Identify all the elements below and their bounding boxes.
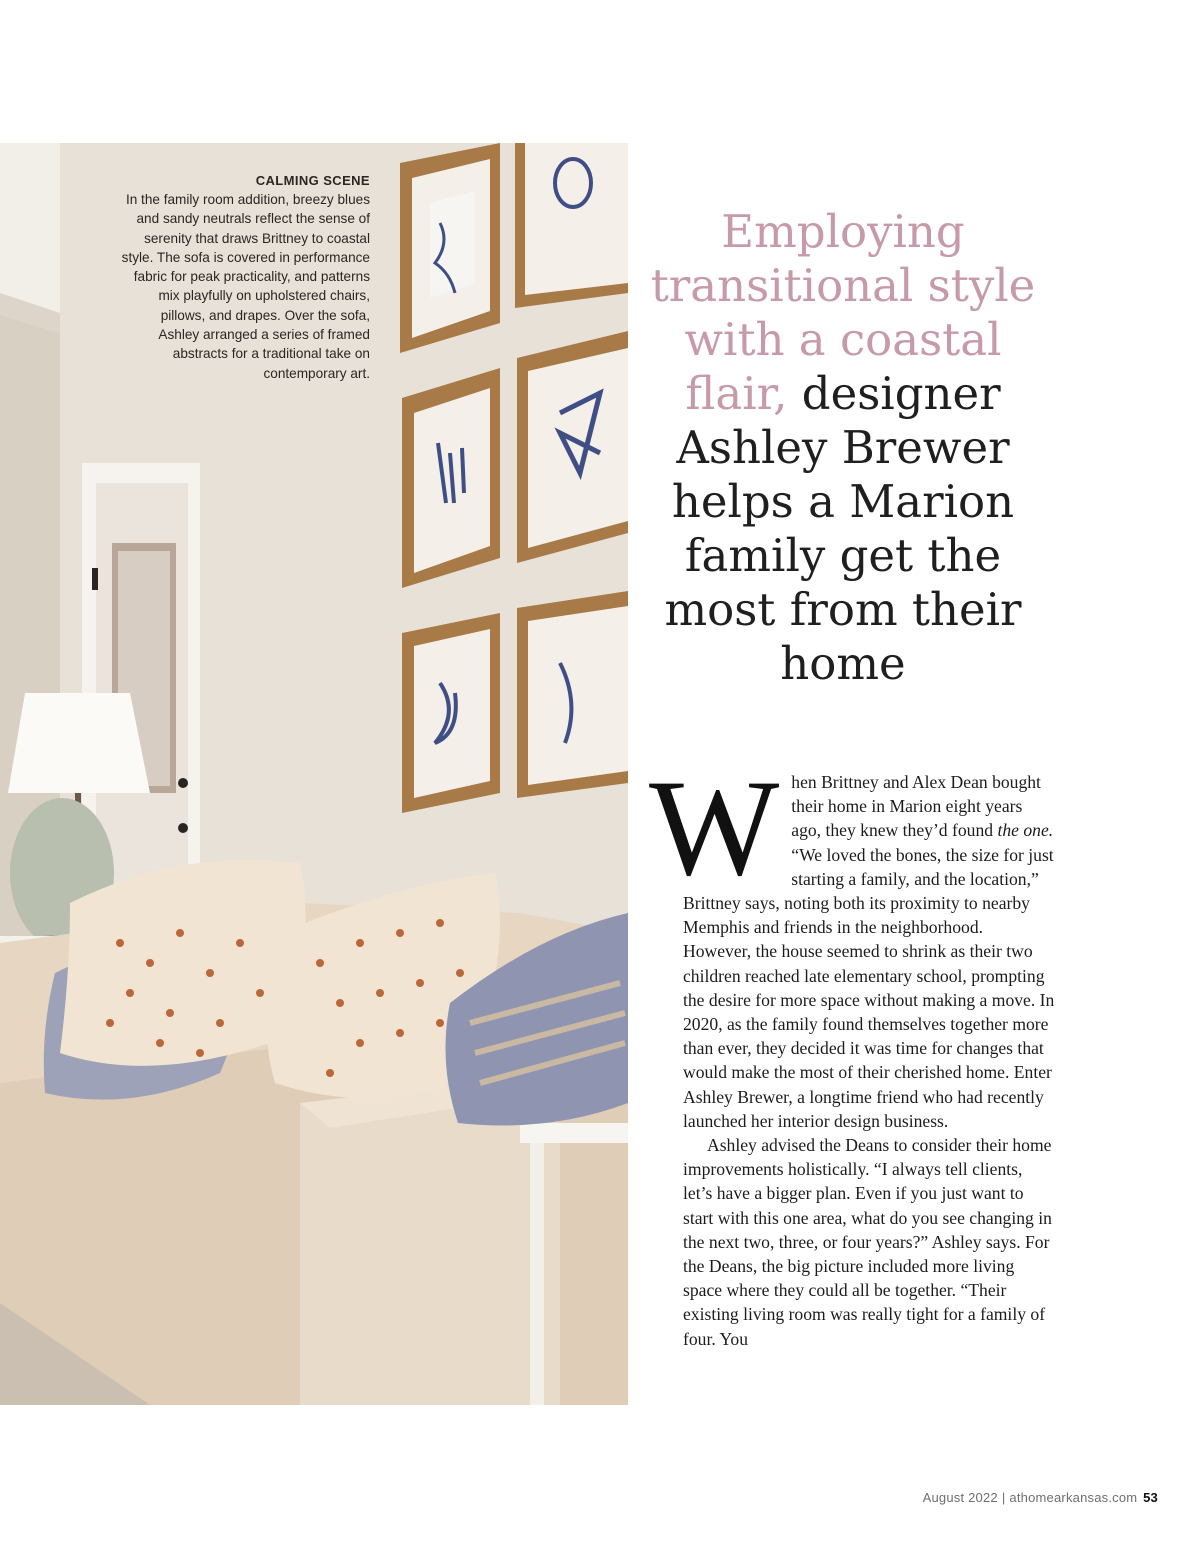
issue-date: August 2022 — [922, 1490, 998, 1505]
drop-cap: W — [649, 751, 780, 904]
article-body — [649, 751, 1055, 1351]
caption-title: CALMING SCENE — [255, 173, 370, 188]
page-footer — [923, 1490, 1158, 1505]
caption-body: In the family room addition, breezy blues and sandy neutrals reflect the sense of serenity that draws Brittney to coastal style. The sofa is covered in performance fabric for peak practicality, and patterns mix playfully on upholstered chairs, pillows, and drapes. Over the sofa, Ashley arranged a series of framed abstracts for a traditional take on contemporary art. — [121, 192, 370, 381]
article-paragraph-2: Ashley advised the Deans to consider their home improvements holistically. “I always tell clients, let’s have a bigger plan. Even if you just want to start with this one area, what do you see changing in the next two, three, or four years?” Ashley says. For the Deans, the big picture included more living space where they could all be together. “Their existing living room was really tight for a family of four. You — [683, 1135, 1052, 1349]
page-number: 53 — [1143, 1490, 1158, 1505]
paragraph-1-text-a: hen Brittney and Alex Dean bought their home in Marion eight years ago, they knew they’d found — [791, 772, 1041, 841]
headline-main: designer Ashley Brewer helps a Marion family get the most from their home — [664, 367, 1022, 690]
website-link[interactable]: athomearkansas.com — [1009, 1490, 1138, 1505]
headline-accent: Employing transitional style with a coastal flair, — [650, 205, 1036, 420]
photo-caption — [120, 173, 370, 383]
article-headline — [638, 205, 1048, 691]
paragraph-1-text-b: “We loved the bones, the size for just starting a family, and the location,” Brittney says, noting both its proximity to nearby Memphis and friends in the neighborhood. However, the house seemed to shrink as their two children reached late elementary school, prompting the desire for more space without making a move. In 2020, as the family found themselves together more than ever, they decided it was time for changes that would make the most of their cherished home. Enter Ashley Brewer, a longtime friend who had recently launched her interior design business. — [683, 844, 1055, 1131]
paragraph-1-emphasis: the one. — [997, 820, 1054, 841]
footer-separator: | — [1001, 1490, 1006, 1505]
